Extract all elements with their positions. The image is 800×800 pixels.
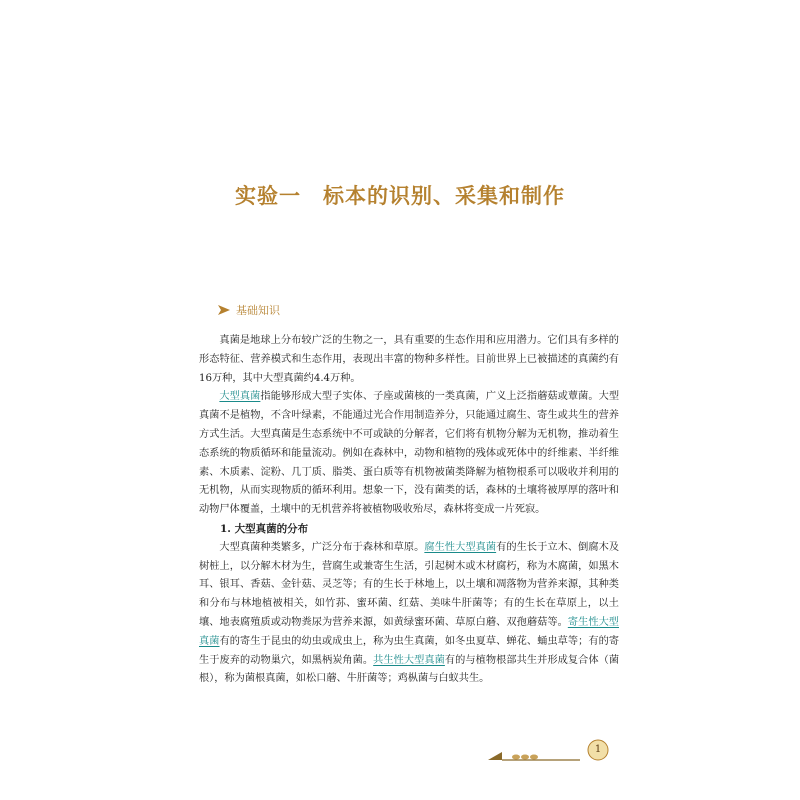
paragraph-distribution-c: 有的寄生于昆虫的幼虫或成虫上，称为虫生真菌，如冬虫夏草、蝉花、蛹虫草等；有的寄生于废弃的动物巢穴，如黑柄炭角菌。 bbox=[199, 635, 620, 666]
page-title: 实验一 标本的识别、采集和制作 bbox=[235, 184, 565, 208]
section-heading-label: 基础知识 bbox=[236, 304, 280, 317]
section-heading bbox=[218, 302, 280, 318]
term-parasitic: 寄生性大型真菌 bbox=[199, 616, 619, 647]
paragraph-definition bbox=[199, 388, 619, 520]
term-symbiotic: 共生性大型真菌 bbox=[373, 654, 445, 666]
subheading-distribution: 1. 大型真菌的分布 bbox=[220, 522, 309, 535]
paragraph-distribution bbox=[199, 539, 619, 689]
paragraph-definition-text: 指能够形成大型子实体、子座或菌核的一类真菌，广义上泛指蘑菇或蕈菌。大型真菌不是植物，不含叶绿素，不能通过光合作用制造养分，只能通过腐生、寄生或共生的营养方式生活。大型真菌是生态系统中不可或缺的分解者，它们将有机物分解为无机物，推动着生态系统的物质循环和能量流动。例如在森林中，动物和植物的残体或死体中的纤维素、半纤维素、木质素、淀粉、几丁质、脂类、蛋白质等有机物被菌类降解为植物根系可以吸收并利用的无机物，从而实现物质的循环利用。想象一下，没有菌类的话，森林的土壤将被厚厚的落叶和动物尸体覆盖，土壤中的无机营养将被植物吸收殆尽，森林将变成一片死寂。 bbox=[199, 391, 620, 516]
term-link-macrofungi: 大型真菌 bbox=[219, 391, 261, 403]
page-number: 1 bbox=[594, 744, 602, 755]
paragraph-distribution-a: 大型真菌种类繁多，广泛分布于森林和草原。 bbox=[219, 541, 425, 553]
paragraph-distribution-b: 有的生长于立木、倒腐木及树桩上，以分解木材为生，营腐生或兼寄生生活，引起树木或木材腐朽，称为木腐菌，如黑木耳、银耳、香菇、金针菇、灵芝等；有的生长于林地上，以土壤和凋落物为营养来源，其种类和分布与林地植被相关，如竹荪、蜜环菌、红菇、美味牛肝菌等；有的生长在草原上，以土壤、地表腐殖质或动物粪尿为营养来源，如黄绿蜜环菌、草原白蘑、双孢蘑菇等。 bbox=[199, 541, 620, 628]
paragraph-distribution-d: 有的与植物根部共生并形成复合体（菌根），称为菌根真菌，如松口蘑、牛肝菌等；鸡枞菌与白蚁共生。 bbox=[199, 654, 620, 685]
term-saprophytic: 腐生性大型真菌 bbox=[424, 541, 497, 553]
paragraph-intro: 真菌是地球上分布较广泛的生物之一，具有重要的生态作用和应用潜力。它们具有多样的形态特征、营养模式和生态作用，表现出丰富的物种多样性。目前世界上已被描述的真菌约有16万种，其中大型真菌约4.4万种。 bbox=[199, 335, 619, 384]
body-text bbox=[199, 332, 619, 689]
arrow-right-icon bbox=[218, 305, 230, 315]
